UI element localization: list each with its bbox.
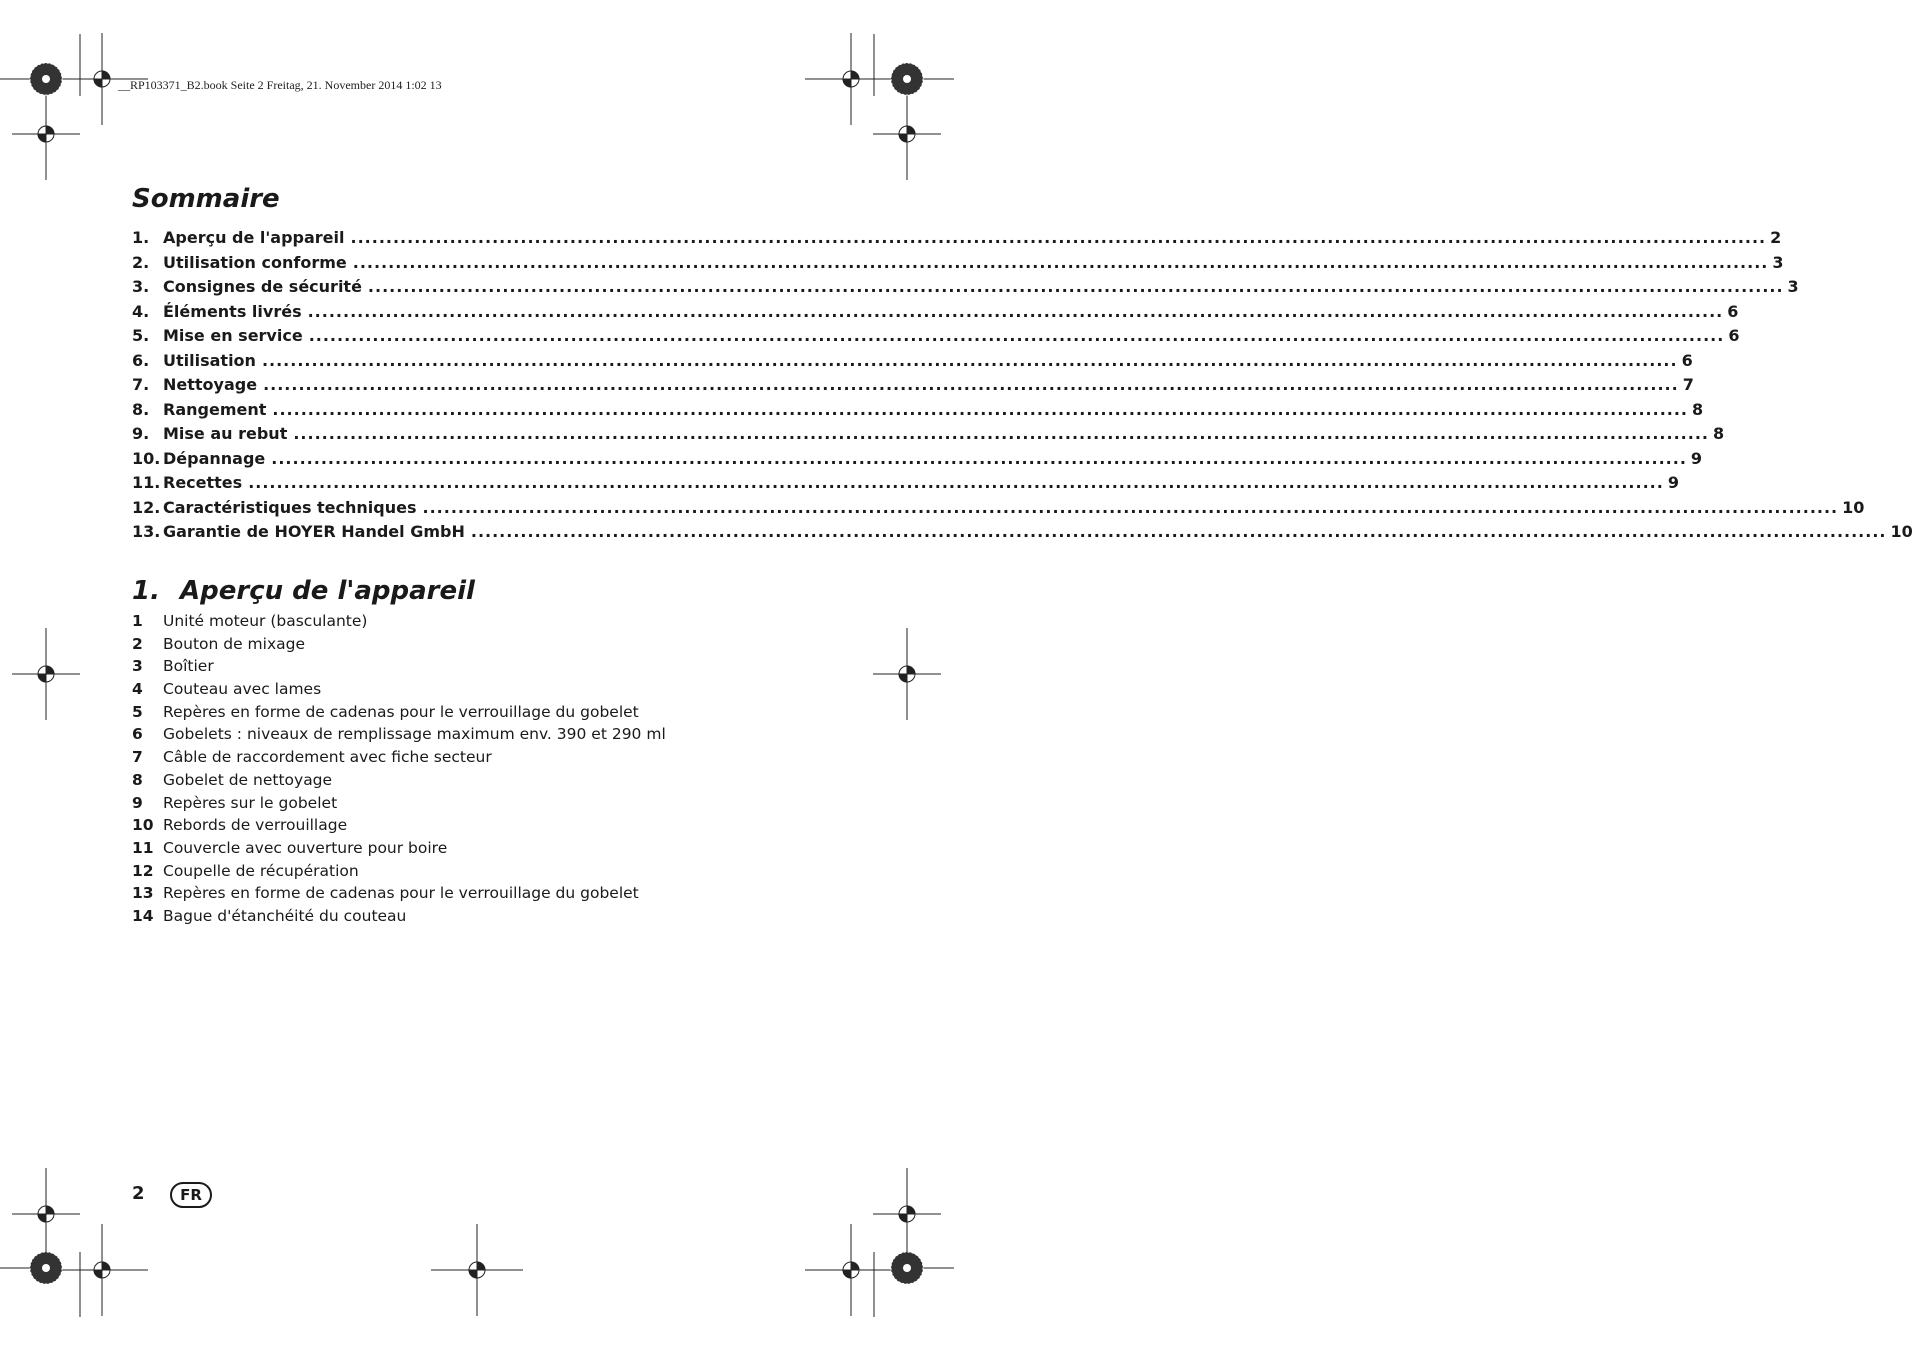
toc-entry-number: 4.: [132, 301, 150, 321]
toc-entry-number: 13.: [132, 522, 161, 541]
part-number: 10: [132, 816, 154, 835]
toc-entry-number: 11.: [132, 473, 161, 492]
part-description: Couteau avec lames: [163, 680, 322, 699]
part-description: Unité moteur (basculante): [163, 612, 368, 630]
toc-entry[interactable]: [132, 424, 1725, 449]
crosshair-mark: [873, 628, 941, 720]
part-number: 14: [132, 906, 154, 925]
crosshair-mark: [431, 1224, 523, 1316]
toc-leader: ........................................................................................................................................................................................................: [263, 375, 1679, 394]
toc-entry-page: 7: [1682, 375, 1694, 394]
crosshair-mark: [12, 1168, 80, 1260]
print-header: __RP103371_B2.book Seite 2 Freitag, 21. November 2014 1:02 13: [118, 78, 442, 92]
star-target-mark: [30, 63, 62, 95]
part-number: 9: [132, 793, 143, 812]
list-item: [132, 771, 832, 794]
toc-entry[interactable]: [132, 301, 1739, 327]
part-description: Gobelets : niveaux de remplissage maximum env. 390 et 290 ml: [163, 725, 666, 744]
list-item: [132, 839, 832, 862]
part-description: Repères sur le gobelet: [163, 793, 338, 812]
toc-entry[interactable]: [132, 228, 1782, 253]
part-description: Bague d'étanchéité du couteau: [163, 906, 407, 925]
toc-entry-title: Éléments livrés: [163, 301, 302, 321]
section-title-text: Aperçu de l'appareil: [180, 576, 475, 606]
toc-leader: ........................................................................................................................................................................................................: [272, 399, 1688, 419]
toc-entry-title: Recettes: [163, 473, 243, 492]
toc-entry-page: 6: [1727, 301, 1739, 321]
part-number: 7: [132, 748, 143, 767]
star-target-mark: [891, 1252, 923, 1284]
part-description: Boîtier: [163, 657, 214, 676]
list-item: [132, 612, 832, 635]
toc-entry-page: 9: [1690, 448, 1703, 468]
toc-leader: ........................................................................................................................................................................................................: [308, 326, 1725, 345]
crosshair-mark: [12, 628, 80, 720]
list-item: [132, 748, 832, 771]
crosshair-mark: [805, 33, 897, 125]
part-number: 3: [132, 657, 143, 676]
star-target-mark: [891, 63, 923, 95]
part-description: Câble de raccordement avec fiche secteur: [163, 748, 492, 767]
toc-entry-number: 7.: [132, 375, 150, 394]
toc-entry-title: Nettoyage: [163, 375, 258, 394]
toc-entry[interactable]: [132, 252, 1784, 278]
toc-entry[interactable]: [132, 399, 1704, 425]
toc-leader: ........................................................................................................................................................................................................: [307, 301, 1724, 321]
toc-leader: ........................................................................................................................................................................................................: [293, 424, 1709, 443]
toc-entry-number: 1.: [132, 228, 150, 247]
toc-entry[interactable]: [132, 497, 1865, 523]
toc-entry-title: Aperçu de l'appareil: [163, 228, 345, 247]
toc-entry-title: Garantie de HOYER Handel GmbH: [163, 522, 465, 541]
toc-entry-page: 8: [1692, 399, 1704, 419]
toc-leader: ........................................................................................................................................................................................................: [422, 497, 1839, 517]
part-description: Coupelle de récupération: [163, 861, 359, 880]
toc-entry-page: 10: [1842, 497, 1865, 517]
part-number: 8: [132, 770, 143, 789]
toc-entry-page: 9: [1667, 473, 1679, 492]
list-item: [132, 703, 832, 726]
toc-entry-number: 5.: [132, 326, 150, 345]
list-item: [132, 884, 832, 907]
toc-entry-number: 12.: [132, 497, 161, 517]
toc-entry-page: 8: [1712, 424, 1725, 443]
toc-entry-page: 6: [1681, 350, 1693, 370]
list-item: [132, 794, 832, 817]
crosshair-mark: [873, 1168, 941, 1260]
part-number: 12: [132, 861, 154, 880]
list-item: [132, 680, 832, 703]
part-number: 4: [132, 680, 143, 699]
list-item: [132, 862, 832, 885]
list-item: [132, 907, 832, 930]
toc-entry[interactable]: [132, 522, 1913, 547]
toc-entry[interactable]: [132, 473, 1679, 498]
star-target-mark: [30, 1252, 62, 1284]
toc-entry-number: 3.: [132, 277, 150, 296]
language-badge: FR: [170, 1182, 212, 1208]
toc-entry-number: 6.: [132, 350, 150, 370]
part-description: Repères en forme de cadenas pour le verrouillage du gobelet: [163, 884, 639, 903]
crosshair-mark: [56, 1224, 148, 1316]
toc-entry-title: Mise en service: [163, 326, 303, 345]
toc-entry[interactable]: [132, 350, 1693, 376]
toc-entry-title: Utilisation conforme: [163, 252, 347, 272]
toc-entry-title: Caractéristiques techniques: [163, 497, 417, 517]
toc-entry-page: 10: [1890, 522, 1913, 541]
crosshair-mark: [873, 88, 941, 180]
toc-entry[interactable]: [132, 277, 1799, 302]
part-number: 11: [132, 838, 154, 857]
part-description: Bouton de mixage: [163, 634, 306, 653]
part-description: Couvercle avec ouverture pour boire: [163, 838, 448, 857]
toc-entry-title: Dépannage: [163, 448, 266, 468]
toc-leader: ........................................................................................................................................................................................................: [248, 473, 1664, 492]
toc-entry[interactable]: [132, 326, 1740, 351]
part-number: 2: [132, 634, 143, 653]
toc-leader: ........................................................................................................................................................................................................: [350, 228, 1767, 247]
list-item: [132, 725, 832, 748]
toc-leader: ........................................................................................................................................................................................................: [367, 277, 1784, 296]
toc-leader: ........................................................................................................................................................................................................: [261, 350, 1678, 370]
toc-entry[interactable]: [132, 448, 1703, 474]
part-description: Rebords de verrouillage: [163, 816, 348, 835]
toc-entry-title: Consignes de sécurité: [163, 277, 362, 296]
toc-entry-page: 3: [1787, 277, 1799, 296]
parts-list: [132, 612, 832, 930]
toc-entry-title: Mise au rebut: [163, 424, 288, 443]
part-number: 6: [132, 725, 143, 744]
part-description: Gobelet de nettoyage: [163, 770, 333, 789]
toc-entry-page: 3: [1772, 252, 1784, 272]
toc-entry-number: 8.: [132, 399, 150, 419]
toc-entry-page: 2: [1770, 228, 1782, 247]
crosshair-mark: [12, 88, 80, 180]
crosshair-mark: [805, 1224, 897, 1316]
toc-entry[interactable]: [132, 375, 1694, 400]
part-number: 13: [132, 884, 154, 903]
section-title: [132, 576, 475, 606]
toc-leader: ........................................................................................................................................................................................................: [352, 252, 1769, 272]
list-item: [132, 816, 832, 839]
list-item: [132, 635, 832, 658]
part-number: 1: [132, 612, 143, 630]
toc-leader: ........................................................................................................................................................................................................: [470, 522, 1887, 541]
toc-entry-page: 6: [1728, 326, 1740, 345]
part-description: Repères en forme de cadenas pour le verrouillage du gobelet: [163, 702, 639, 721]
toc-entry-number: 10.: [132, 448, 161, 468]
section-number: 1.: [132, 576, 160, 606]
toc-leader: ........................................................................................................................................................................................................: [271, 448, 1687, 468]
toc-entry-number: 2.: [132, 252, 150, 272]
part-number: 5: [132, 702, 143, 721]
list-item: [132, 657, 832, 680]
toc-entry-title: Utilisation: [163, 350, 256, 370]
toc-entry-title: Rangement: [163, 399, 267, 419]
toc-entry-number: 9.: [132, 424, 150, 443]
toc-title: Sommaire: [132, 184, 280, 214]
page-number: 2: [132, 1183, 145, 1204]
table-of-contents: [132, 228, 1913, 547]
